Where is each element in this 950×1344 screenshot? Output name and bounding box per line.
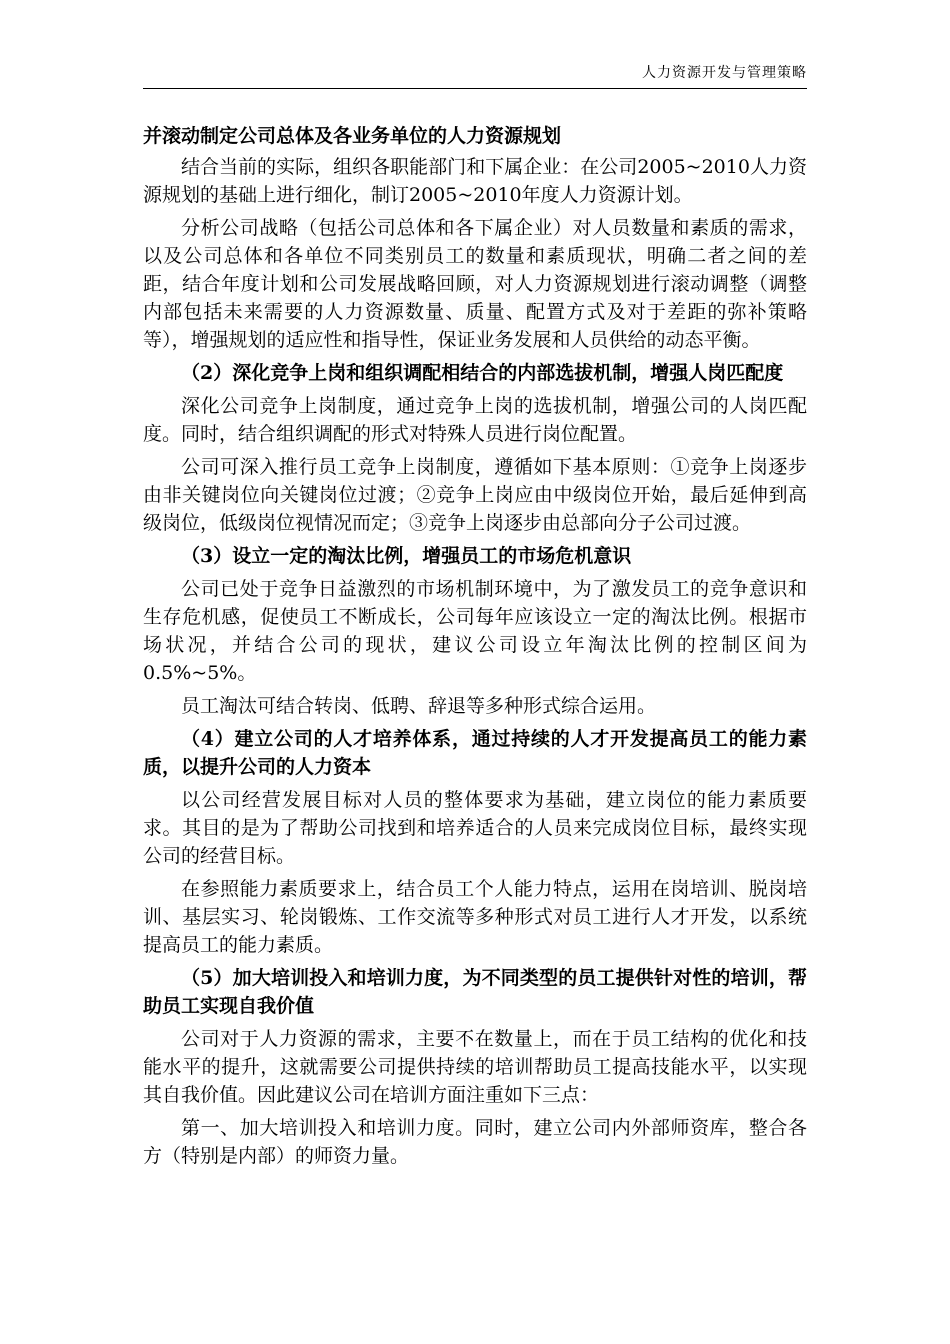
section-heading-5: （5）加大培训投入和培训力度，为不同类型的员工提供针对性的培训，帮助员工实现自我价值 — [143, 967, 807, 1017]
paragraph: 以公司经营发展目标对人员的整体要求为基础，建立岗位的能力素质要求。其目的是为了帮助公司找到和培养适合的人员来完成岗位目标，最终实现公司的经营目标。 — [143, 789, 807, 867]
paragraph: 公司对于人力资源的需求，主要不在数量上，而在于员工结构的优化和技能水平的提升，这就需要公司提供持续的培训帮助员工提高技能水平，以实现其自我价值。因此建议公司在培训方面注重如下三点： — [143, 1028, 807, 1106]
page-header — [143, 64, 807, 89]
section-heading-4: （4）建立公司的人才培养体系，通过持续的人才开发提高员工的能力素质，以提升公司的人力资本 — [143, 728, 807, 778]
paragraph: 分析公司战略（包括公司总体和各下属企业）对人员数量和素质的需求，以及公司总体和各单位不同类别员工的数量和素质现状，明确二者之间的差距，结合年度计划和公司发展战略回顾，对人力资源规划进行滚动调整（调整内部包括未来需要的人力资源数量、质量、配置方式及对于差距的弥补策略等），增强规划的适应性和指导性，保证业务发展和人员供给的动态平衡。 — [143, 217, 807, 351]
paragraph: 公司已处于竞争日益激烈的市场机制环境中，为了激发员工的竞争意识和生存危机感，促使员工不断成长，公司每年应该设立一定的淘汰比例。根据市场状况，并结合公司的现状，建议公司设立年淘汰比例的控制区间为0.5%~5%。 — [143, 578, 807, 684]
paragraph: 员工淘汰可结合转岗、低聘、辞退等多种形式综合运用。 — [181, 695, 657, 717]
paragraph: 公司可深入推行员工竞争上岗制度，遵循如下基本原则：①竞争上岗逐步由非关键岗位向关键岗位过渡；②竞争上岗应由中级岗位开始，最后延伸到高级岗位，低级岗位视情况而定；③竞争上岗逐步由总部向分子公司过渡。 — [143, 456, 807, 534]
paragraph: 第一、加大培训投入和培训力度。同时，建立公司内外部师资库，整合各方（特别是内部）的师资力量。 — [143, 1117, 807, 1167]
document-body — [143, 122, 807, 1175]
paragraph: 在参照能力素质要求上，结合员工个人能力特点，运用在岗培训、脱岗培训、基层实习、轮岗锻炼、工作交流等多种形式对员工进行人才开发，以系统提高员工的能力素质。 — [143, 878, 807, 956]
section-heading-2: （2）深化竞争上岗和组织调配相结合的内部选拔机制，增强人岗匹配度 — [181, 362, 784, 384]
paragraph: 结合当前的实际，组织各职能部门和下属企业：在公司2005~2010人力资源规划的基础上进行细化，制订2005~2010年度人力资源计划。 — [143, 156, 807, 206]
paragraph: 深化公司竞争上岗制度，通过竞争上岗的选拔机制，增强公司的人岗匹配度。同时，结合组织调配的形式对特殊人员进行岗位配置。 — [143, 395, 807, 445]
section-heading-1: 并滚动制定公司总体及各业务单位的人力资源规划 — [143, 125, 562, 147]
header-title: 人力资源开发与管理策略 — [642, 65, 807, 81]
section-heading-3: （3）设立一定的淘汰比例，增强员工的市场危机意识 — [181, 545, 632, 567]
